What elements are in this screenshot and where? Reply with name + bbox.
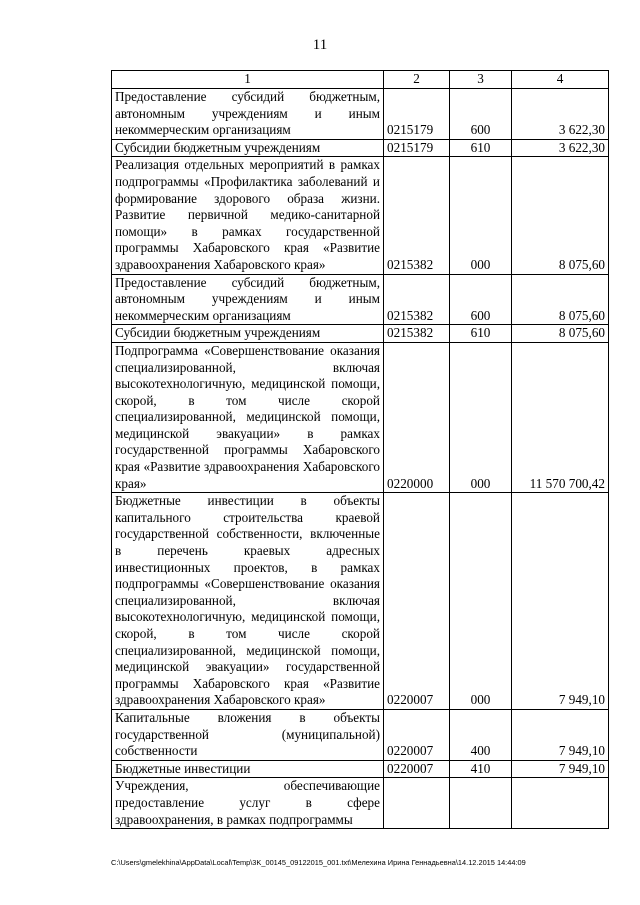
table-header-row [112,71,609,89]
row-type: 000 [450,342,512,492]
row-amount: 3 622,30 [512,139,609,157]
table-row [112,325,609,343]
table-row [112,157,609,274]
row-code: 0220000 [384,342,450,492]
row-amount [512,778,609,829]
row-description: Реализация отдельных мероприятий в рамках подпрограммы «Профилактика заболеваний и формирование здорового образа жизни. Развитие первичной медико-санитарной помощи» в рамках государственной программы Хабаровского края «Развитие здравоохранения Хабаровского края» [112,157,384,274]
row-description: Субсидии бюджетным учреждениям [112,325,384,343]
row-code: 0220007 [384,709,450,760]
file-path-footer: C:\Users\gmelekhina\AppData\Local\Temp\3K_00145_09122015_001.txt\Мелехина Ирина Геннадьевна\14.12.2015 14:44:09 [111,858,526,867]
table-row [112,139,609,157]
row-type: 610 [450,139,512,157]
table-row [112,778,609,829]
row-amount: 7 949,10 [512,760,609,778]
row-code: 0220007 [384,760,450,778]
row-amount: 8 075,60 [512,274,609,325]
budget-table [111,70,609,829]
column-header-amount: 4 [512,71,609,89]
row-description: Подпрограмма «Совершенствование оказания специализированной, включая высокотехнологичную, медицинской помощи, скорой, в том числе скорой специализированной, медицинской помощи, медицинской эвакуации» в рамках государственной программы Хабаровского края «Развитие здравоохранения Хабаровского края» [112,342,384,492]
row-amount: 7 949,10 [512,493,609,710]
table-row [112,709,609,760]
table-row [112,342,609,492]
table-row [112,760,609,778]
row-description: Субсидии бюджетным учреждениям [112,139,384,157]
row-type: 610 [450,325,512,343]
row-code: 0215382 [384,274,450,325]
row-amount: 8 075,60 [512,157,609,274]
row-amount: 11 570 700,42 [512,342,609,492]
row-code: 0215382 [384,157,450,274]
row-description: Предоставление субсидий бюджетным, автономным учреждениям и иным некоммерческим организациям [112,274,384,325]
row-code: 0215179 [384,89,450,140]
row-code: 0215382 [384,325,450,343]
row-description: Капитальные вложения в объекты государственной (муниципальной) собственности [112,709,384,760]
row-amount: 3 622,30 [512,89,609,140]
column-header-code: 2 [384,71,450,89]
row-type: 600 [450,89,512,140]
table-row [112,493,609,710]
row-type: 000 [450,157,512,274]
row-type: 600 [450,274,512,325]
row-type: 000 [450,493,512,710]
table-row [112,89,609,140]
row-amount: 7 949,10 [512,709,609,760]
row-type: 400 [450,709,512,760]
column-header-type: 3 [450,71,512,89]
page-number: 11 [312,37,328,53]
row-amount: 8 075,60 [512,325,609,343]
table-row [112,274,609,325]
row-type [450,778,512,829]
row-code: 0220007 [384,493,450,710]
row-code: 0215179 [384,139,450,157]
row-description: Учреждения, обеспечивающие предоставление услуг в сфере здравоохранения, в рамках подпрограммы [112,778,384,829]
row-description: Бюджетные инвестиции [112,760,384,778]
row-code [384,778,450,829]
row-description: Предоставление субсидий бюджетным, автономным учреждениям и иным некоммерческим организациям [112,89,384,140]
column-header-description: 1 [112,71,384,89]
row-description: Бюджетные инвестиции в объекты капитального строительства краевой государственной собственности, включенные в перечень краевых адресных инвестиционных проектов, в рамках подпрограммы «Совершенствование оказания специализированной, включая высокотехнологичную, медицинской помощи, скорой, в том числе скорой специализированной, медицинской помощи, медицинской эвакуации» государственной программы Хабаровского края «Развитие здравоохранения Хабаровского края» [112,493,384,710]
row-type: 410 [450,760,512,778]
